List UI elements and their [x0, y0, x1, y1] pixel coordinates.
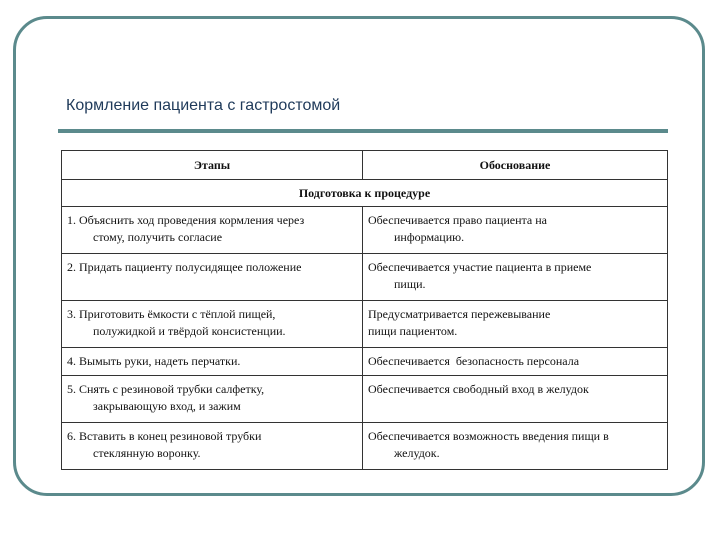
- reason-text: Обеспечивается безопасность персонала: [368, 354, 580, 368]
- procedure-table: [61, 150, 668, 470]
- reason-text: Предусматривается пережевывание: [368, 307, 551, 321]
- step-cell: [62, 423, 363, 470]
- table-row: [62, 301, 668, 348]
- step-text: 3. Приготовить ёмкости с тёплой пищей,: [67, 307, 276, 321]
- reason-text-cont: пищи пациентом.: [368, 324, 458, 338]
- step-text: 6. Вставить в конец резиновой трубки: [67, 429, 262, 443]
- reason-text-cont: информацию.: [394, 230, 465, 244]
- step-text: 4. Вымыть руки, надеть перчатки.: [67, 354, 241, 368]
- step-cell: [62, 348, 363, 376]
- reason-text-cont: желудок.: [394, 446, 440, 460]
- reason-cell: [363, 254, 668, 301]
- reason-cell: [363, 301, 668, 348]
- table-row: [62, 376, 668, 423]
- step-text: 5. Снять с резиновой трубки салфетку,: [67, 382, 265, 396]
- step-cell: [62, 254, 363, 301]
- reason-cell: [363, 376, 668, 423]
- header-rationale: Обоснование: [363, 151, 668, 180]
- table-row: [62, 423, 668, 470]
- header-steps: Этапы: [62, 151, 363, 180]
- step-text-cont: закрывающую вход, и зажим: [93, 399, 241, 413]
- table-row: [62, 254, 668, 301]
- slide-title: Кормление пациента с гастростомой: [66, 97, 341, 114]
- section-row: [62, 180, 668, 207]
- reason-text-cont: пищи.: [394, 277, 426, 291]
- reason-cell: [363, 423, 668, 470]
- step-cell: [62, 207, 363, 254]
- step-cell: [62, 376, 363, 423]
- table-row: [62, 348, 668, 376]
- table-row: [62, 207, 668, 254]
- step-text-cont: полужидкой и твёрдой консистенции.: [93, 324, 286, 338]
- reason-text: Обеспечивается возможность введения пищи в: [368, 429, 609, 443]
- reason-text: Обеспечивается право пациента на: [368, 213, 548, 227]
- table-header-row: [62, 151, 668, 180]
- title-underline: [58, 129, 668, 133]
- reason-cell: [363, 207, 668, 254]
- reason-cell: [363, 348, 668, 376]
- step-cell: [62, 301, 363, 348]
- step-text-cont: стому, получить согласие: [93, 230, 223, 244]
- reason-text: Обеспечивается свободный вход в желудок: [368, 382, 589, 396]
- section-title: Подготовка к процедуре: [62, 180, 668, 207]
- step-text: 2. Придать пациенту полусидящее положение: [67, 260, 302, 274]
- step-text-cont: стеклянную воронку.: [93, 446, 201, 460]
- step-text: 1. Объяснить ход проведения кормления через: [67, 213, 305, 227]
- reason-text: Обеспечивается участие пациента в приеме: [368, 260, 592, 274]
